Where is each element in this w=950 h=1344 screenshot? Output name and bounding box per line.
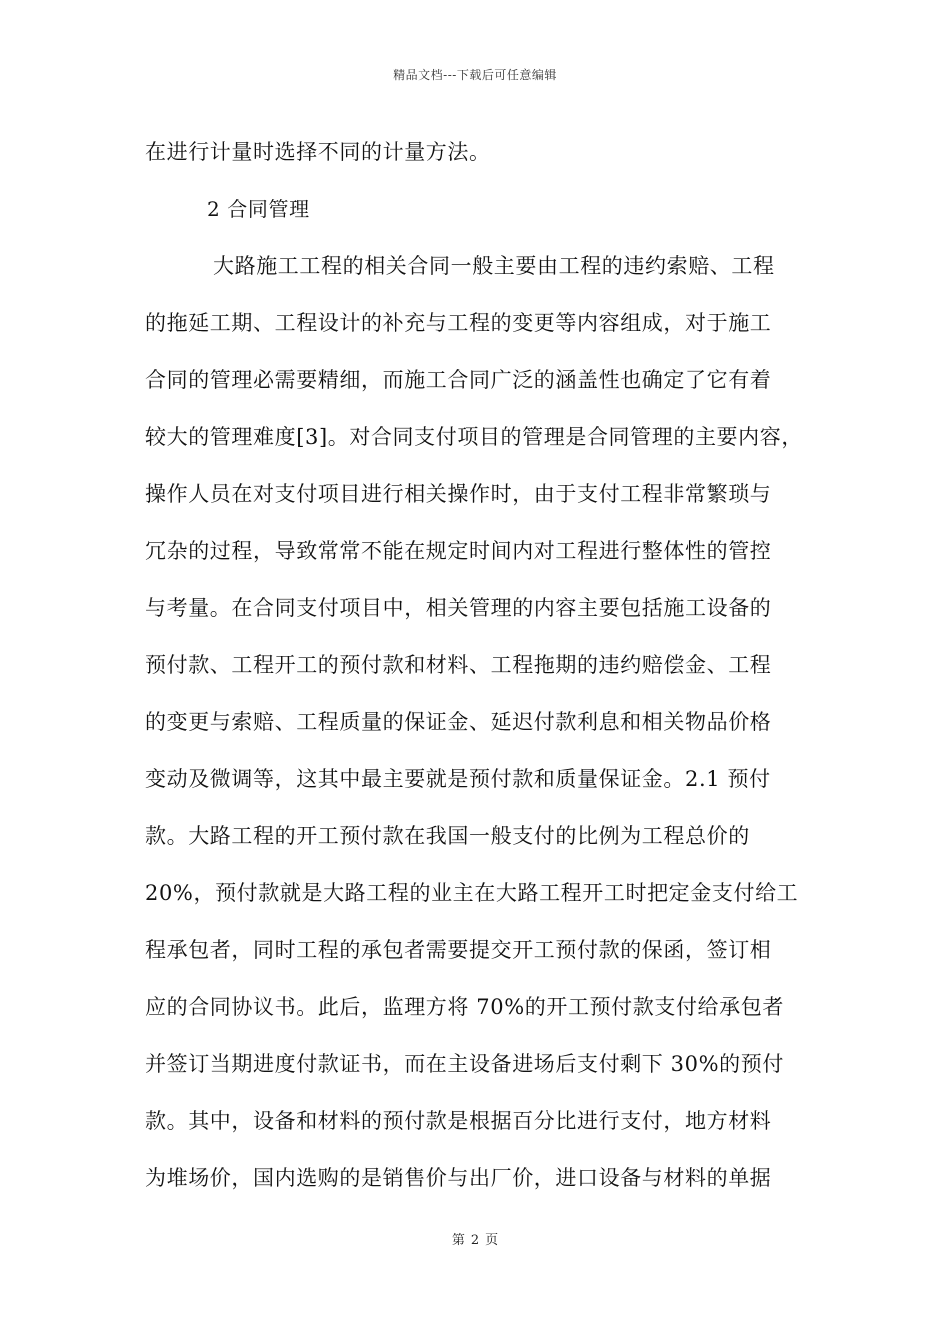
page-footer: [0, 1229, 950, 1248]
text-line: 较大的管理难度[3]。对合同支付项目的管理是合同管理的主要内容，: [145, 425, 803, 449]
page-header: 精品文档---下载后可任意编辑: [393, 68, 557, 82]
text-line: 20%，预付款就是大路工程的业主在大路工程开工时把定金支付给工: [145, 881, 799, 905]
text-line: 与考量。在合同支付项目中，相关管理的内容主要包括施工设备的: [145, 596, 772, 620]
text-line: 合同的管理必需要精细，而施工合同广泛的涵盖性也确定了它有着: [145, 368, 772, 392]
text-line: 大路施工工程的相关合同一般主要由工程的违约索赔、工程: [213, 254, 775, 278]
text-line: 为堆场价，国内选购的是销售价与出厂价，进口设备与材料的单据: [145, 1166, 772, 1190]
page-number: 2: [470, 1233, 480, 1248]
body-text: [145, 128, 825, 1211]
section-heading: 2 合同管理: [207, 197, 310, 221]
page-label-prefix: 第: [451, 1233, 465, 1248]
text-line: 款。大路工程的开工预付款在我国一般支付的比例为工程总价的: [145, 824, 750, 848]
text-line: 应的合同协议书。此后，监理方将 70%的开工预付款支付给承包者: [145, 995, 784, 1019]
text-line: 程承包者，同时工程的承包者需要提交开工预付款的保函，签订相: [145, 938, 772, 962]
text-line: 并签订当期进度付款证书，而在主设备进场后支付剩下 30%的预付: [145, 1052, 784, 1076]
text-line: 的拖延工期、工程设计的补充与工程的变更等内容组成，对于施工: [145, 311, 772, 335]
text-line: 在进行计量时选择不同的计量方法。: [145, 140, 491, 164]
text-line: 款。其中，设备和材料的预付款是根据百分比进行支付，地方材料: [145, 1109, 772, 1133]
text-line: 操作人员在对支付项目进行相关操作时，由于支付工程非常繁琐与: [145, 482, 772, 506]
text-line: 的变更与索赔、工程质量的保证金、延迟付款利息和相关物品价格: [145, 710, 772, 734]
page-label-suffix: 页: [485, 1233, 499, 1248]
text-line: 预付款、工程开工的预付款和材料、工程拖期的违约赔偿金、工程: [145, 653, 772, 677]
text-line: 变动及微调等，这其中最主要就是预付款和质量保证金。2.1 预付: [145, 767, 771, 791]
text-line: 冗杂的过程，导致常常不能在规定时间内对工程进行整体性的管控: [145, 539, 772, 563]
